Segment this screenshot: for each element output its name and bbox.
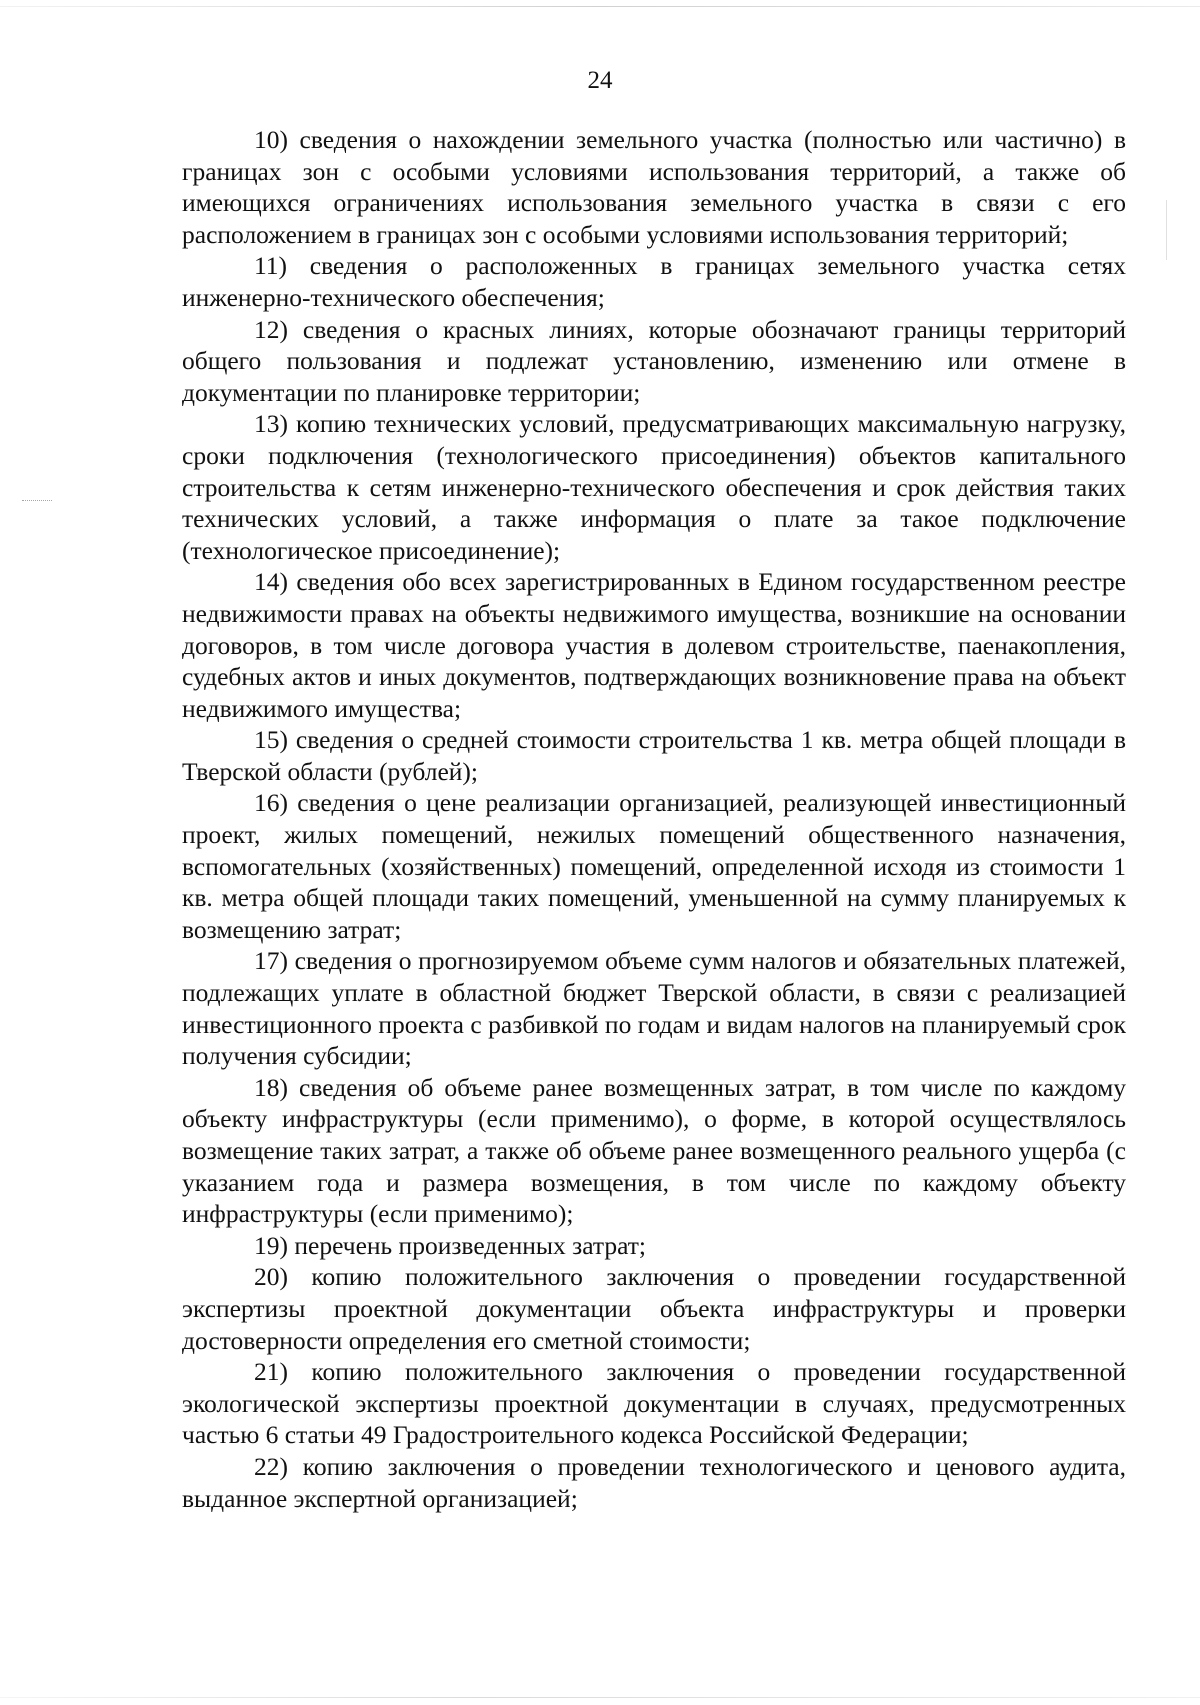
list-item-10: 10) сведения о нахождении земельного участка (полностью или частично) в границах зон с особыми условиями использования территорий, а также об имеющихся ограничениях использования земельного участка в связи с его расположением в границах зон с особыми условиями использования территорий; — [182, 125, 1126, 249]
list-item-16: 16) сведения о цене реализации организацией, реализующей инвестиционный проект, жилых помещений, нежилых помещений общественного назначения, вспомогательных (хозяйственных) помещений, определенной исходя из стоимости 1 кв. метра общей площади таких помещений, уменьшенной на сумму планируемых к возмещению затрат; — [182, 788, 1126, 944]
scan-artifact-right — [1166, 200, 1167, 260]
page-number: 24 — [587, 67, 613, 94]
list-item-12: 12) сведения о красных линиях, которые обозначают границы территорий общего пользования и подлежат установлению, изменению или отмене в документации по планировке территории; — [182, 314, 1126, 407]
scan-edge-top — [0, 6, 1200, 7]
list-item-19: 19) перечень произведенных затрат; — [254, 1230, 646, 1260]
list-item-14: 14) сведения обо всех зарегистрированных в Едином государственном реестре недвижимости правах на объекты недвижимого имущества, возникшие на основании договоров, в том числе договора участия в долевом строительстве, паенакопления, судебных актов и иных документов, подтверждающих возникновение права на объект недвижимого имущества; — [182, 567, 1126, 723]
list-item-22: 22) копию заключения о проведении технологического и ценового аудита, выданное экспертной организацией; — [182, 1451, 1126, 1513]
list-item-11: 11) сведения о расположенных в границах земельного участка сетях инженерно-технического обеспечения; — [182, 251, 1126, 312]
list-item-13: 13) копию технических условий, предусматривающих максимальную нагрузку, сроки подключения (технологического присоединения) объектов капитального строительства к сетям инженерно-технического обеспечения и срок действия таких технических условий, а также информация о плате за такое подключение (технологическое присоединение); — [182, 409, 1126, 565]
list-item-21: 21) копию положительного заключения о проведении государственной экологической экспертизы проектной документации в случаях, предусмотренных частью 6 статьи 49 Градостроительного кодекса Российской Федерации; — [182, 1357, 1126, 1450]
list-item-20: 20) копию положительного заключения о проведении государственной экспертизы проектной документации объекта инфраструктуры и проверки достоверности определения его сметной стоимости; — [182, 1262, 1126, 1355]
scan-edge-bottom — [0, 1697, 1200, 1698]
list-item-17: 17) сведения о прогнозируемом объеме сумм налогов и обязательных платежей, подлежащих уплате в областной бюджет Тверской области, в связи с реализацией инвестиционного проекта с разбивкой по годам и видам налогов на планируемый срок получения субсидии; — [182, 946, 1126, 1071]
document-body — [182, 124, 1126, 1514]
scan-artifact-left — [22, 500, 52, 505]
list-item-15: 15) сведения о средней стоимости строительства 1 кв. метра общей площади в Тверской области (рублей); — [182, 725, 1126, 786]
list-item-18: 18) сведения об объеме ранее возмещенных затрат, в том числе по каждому объекту инфраструктуры (если применимо), о форме, в которой осуществлялось возмещение таких затрат, а также об объеме ранее возмещенного реального ущерба (с указанием года и размера возмещения, в том числе по каждому объекту инфраструктуры (если применимо); — [182, 1072, 1126, 1229]
